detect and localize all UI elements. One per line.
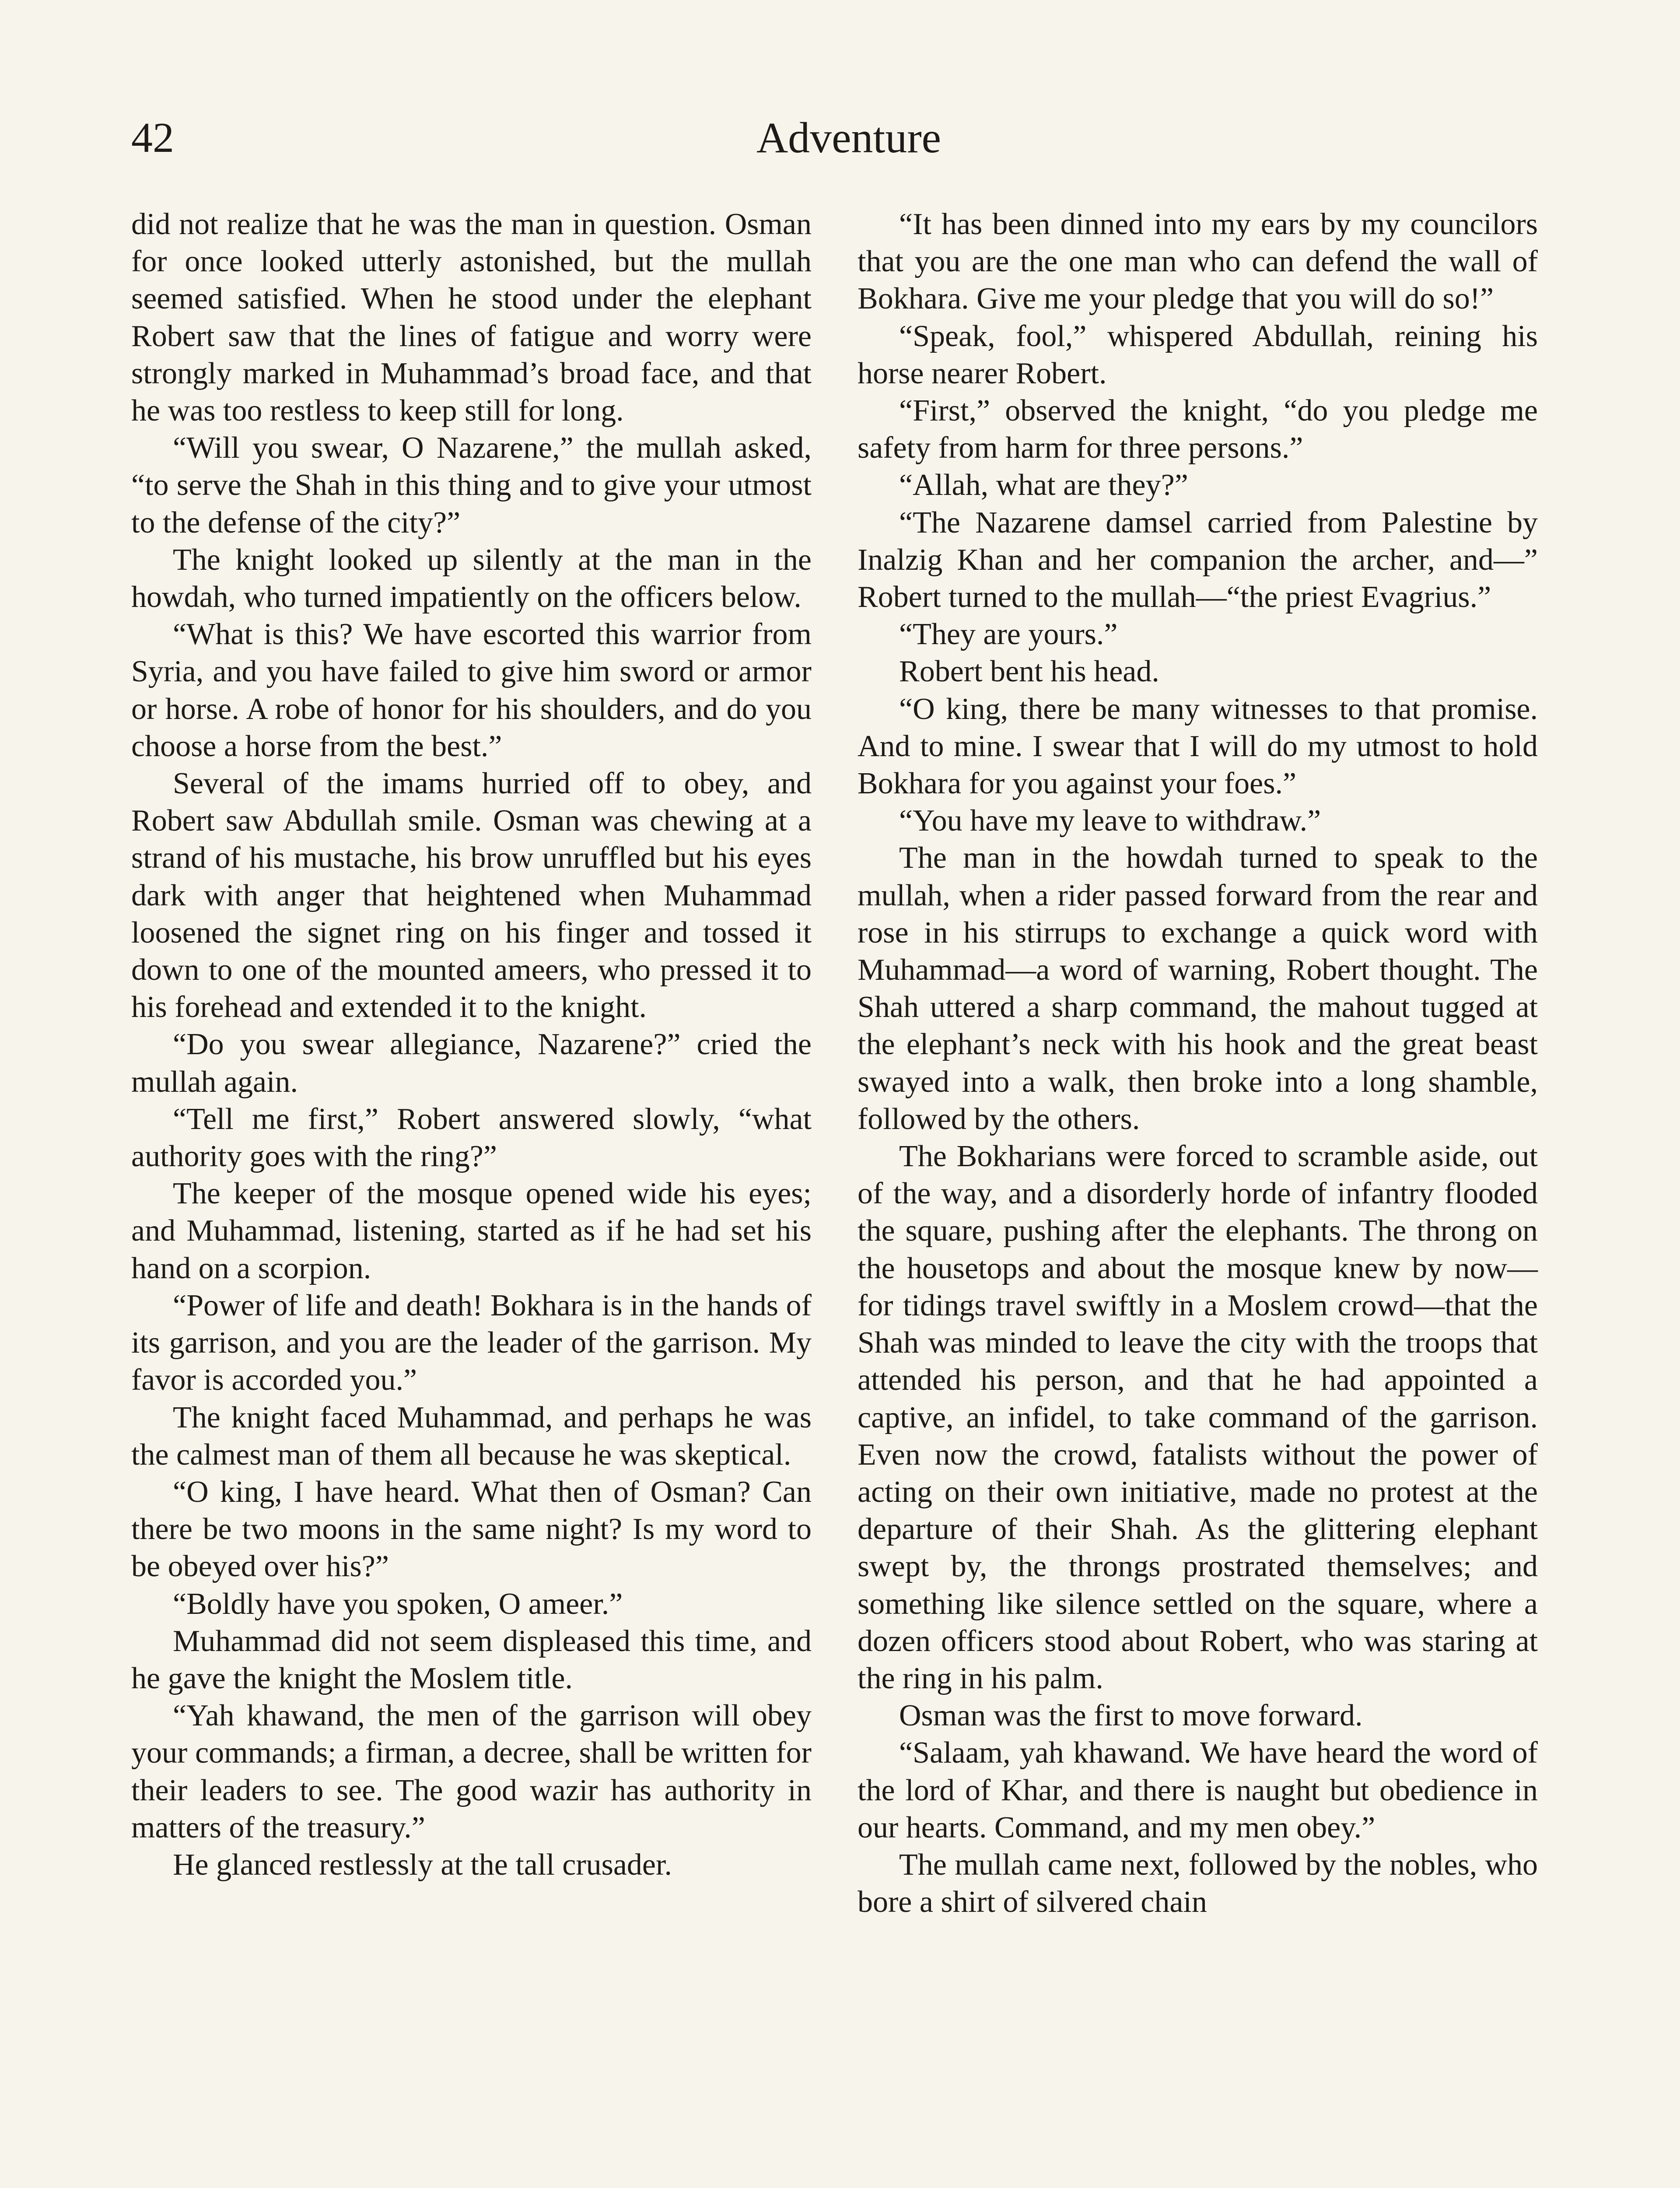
paragraph: did not realize that he was the man in question. Osman for once looked utterly astonished, but the mullah seemed satisfied. When he stood under the elephant Robert saw that the lines of fatigue and worry were strongly marked in Muhammad’s broad face, and that he was too restless to keep still for long. bbox=[131, 207, 812, 428]
paragraph: “Will you swear, O Nazarene,” the mullah asked, “to serve the Shah in this thing and to give your utmost to the defense of the city?” bbox=[131, 431, 812, 540]
paragraph: Muhammad did not seem displeased this time, and he gave the knight the Moslem title. bbox=[131, 1624, 812, 1695]
paragraph: “First,” observed the knight, “do you pledge me safety from harm for three persons.” bbox=[858, 394, 1538, 465]
paragraph: Osman was the first to move forward. bbox=[899, 1699, 1363, 1733]
paragraph: The knight faced Muhammad, and perhaps he was the calmest man of them all because he was skeptical. bbox=[131, 1400, 812, 1472]
paragraph: The Bokharians were forced to scramble aside, out of the way, and a disorderly horde of infantry flooded the square, pushing after the elephants. The throng on the housetops and about the mosque knew by now—for tidings travel swiftly in a Moslem crowd—that the Shah was minded to leave the city with the troops that attended his person, and that he had appointed a captive, an infidel, to take command of the garrison. Even now the crowd, fatalists without the power of acting on their own initiative, made no protest at the departure of their Shah. As the glittering elephant swept by, the throngs prostrated themselves; and something like silence settled on the square, where a dozen officers stood about Robert, who was staring at the ring in his palm. bbox=[858, 1140, 1538, 1695]
paragraph: “It has been dinned into my ears by my councilors that you are the one man who can defend the wall of Bokhara. Give me your pledge that you will do so!” bbox=[858, 207, 1538, 316]
page-number: 42 bbox=[131, 114, 174, 161]
right-text-column bbox=[858, 206, 1538, 1921]
paragraph: “You have my leave to withdraw.” bbox=[899, 804, 1321, 838]
paragraph: “O king, I have heard. What then of Osman? Can there be two moons in the same night? Is my word to be obeyed over his?” bbox=[131, 1475, 812, 1584]
paragraph: Several of the imams hurried off to obey, and Robert saw Abdullah smile. Osman was chewing at a strand of his mustache, his brow unruffled but his eyes dark with anger that heightened when Muhammad loosened the signet ring on his finger and tossed it down to one of the mounted ameers, who pressed it to his forehead and extended it to the knight. bbox=[131, 767, 812, 1024]
page-header bbox=[131, 112, 1566, 173]
paragraph: “Allah, what are they?” bbox=[899, 468, 1188, 502]
paragraph: “The Nazarene damsel carried from Palestine by Inalzig Khan and her companion the archer, and—” Robert turned to the mullah—“the priest Evagrius.” bbox=[858, 505, 1538, 614]
paragraph: The knight looked up silently at the man in the howdah, who turned impatiently on the officers below. bbox=[131, 543, 812, 614]
paragraph: “They are yours.” bbox=[899, 617, 1118, 652]
paragraph: “Boldly have you spoken, O ameer.” bbox=[173, 1587, 623, 1621]
paragraph: “Tell me first,” Robert answered slowly, “what authority goes with the ring?” bbox=[131, 1102, 812, 1174]
paragraph: “What is this? We have escorted this warrior from Syria, and you have failed to give him sword or armor or horse. A robe of honor for his shoulders, and do you choose a horse from the best.” bbox=[131, 617, 812, 763]
running-head-title: Adventure bbox=[756, 113, 942, 162]
paragraph: The keeper of the mosque opened wide his eyes; and Muhammad, listening, started as if he had set his hand on a scorpion. bbox=[131, 1177, 812, 1285]
paragraph: “Speak, fool,” whispered Abdullah, reining his horse nearer Robert. bbox=[858, 319, 1538, 390]
paragraph: The mullah came next, followed by the nobles, who bore a shirt of silvered chain bbox=[858, 1848, 1538, 1919]
paragraph: “Do you swear allegiance, Nazarene?” cried the mullah again. bbox=[131, 1027, 812, 1099]
paragraph: He glanced restlessly at the tall crusader. bbox=[173, 1848, 672, 1882]
paragraph: “Salaam, yah khawand. We have heard the word of the lord of Khar, and there is naught but obedience in our hearts. Command, and my men obey.” bbox=[858, 1736, 1538, 1844]
paragraph: “O king, there be many witnesses to that promise. And to mine. I swear that I will do my utmost to hold Bokhara for you against your foes.” bbox=[858, 692, 1538, 801]
left-text-column bbox=[131, 206, 812, 1883]
paragraph: The man in the howdah turned to speak to the mullah, when a rider passed forward from the rear and rose in his stirrups to exchange a quick word with Muhammad—a word of warning, Robert thought. The Shah uttered a sharp command, the mahout tugged at the elephant’s neck with his hook and the great beast swayed into a walk, then broke into a long shamble, followed by the others. bbox=[858, 841, 1538, 1136]
paragraph: “Power of life and death! Bokhara is in the hands of its garrison, and you are the leader of the garrison. My favor is accorded you.” bbox=[131, 1288, 812, 1397]
paragraph: “Yah khawand, the men of the garrison will obey your commands; a firman, a decree, shall be written for their leaders to see. The good wazir has authority in matters of the treasury.” bbox=[131, 1699, 812, 1844]
paragraph: Robert bent his head. bbox=[899, 655, 1159, 689]
